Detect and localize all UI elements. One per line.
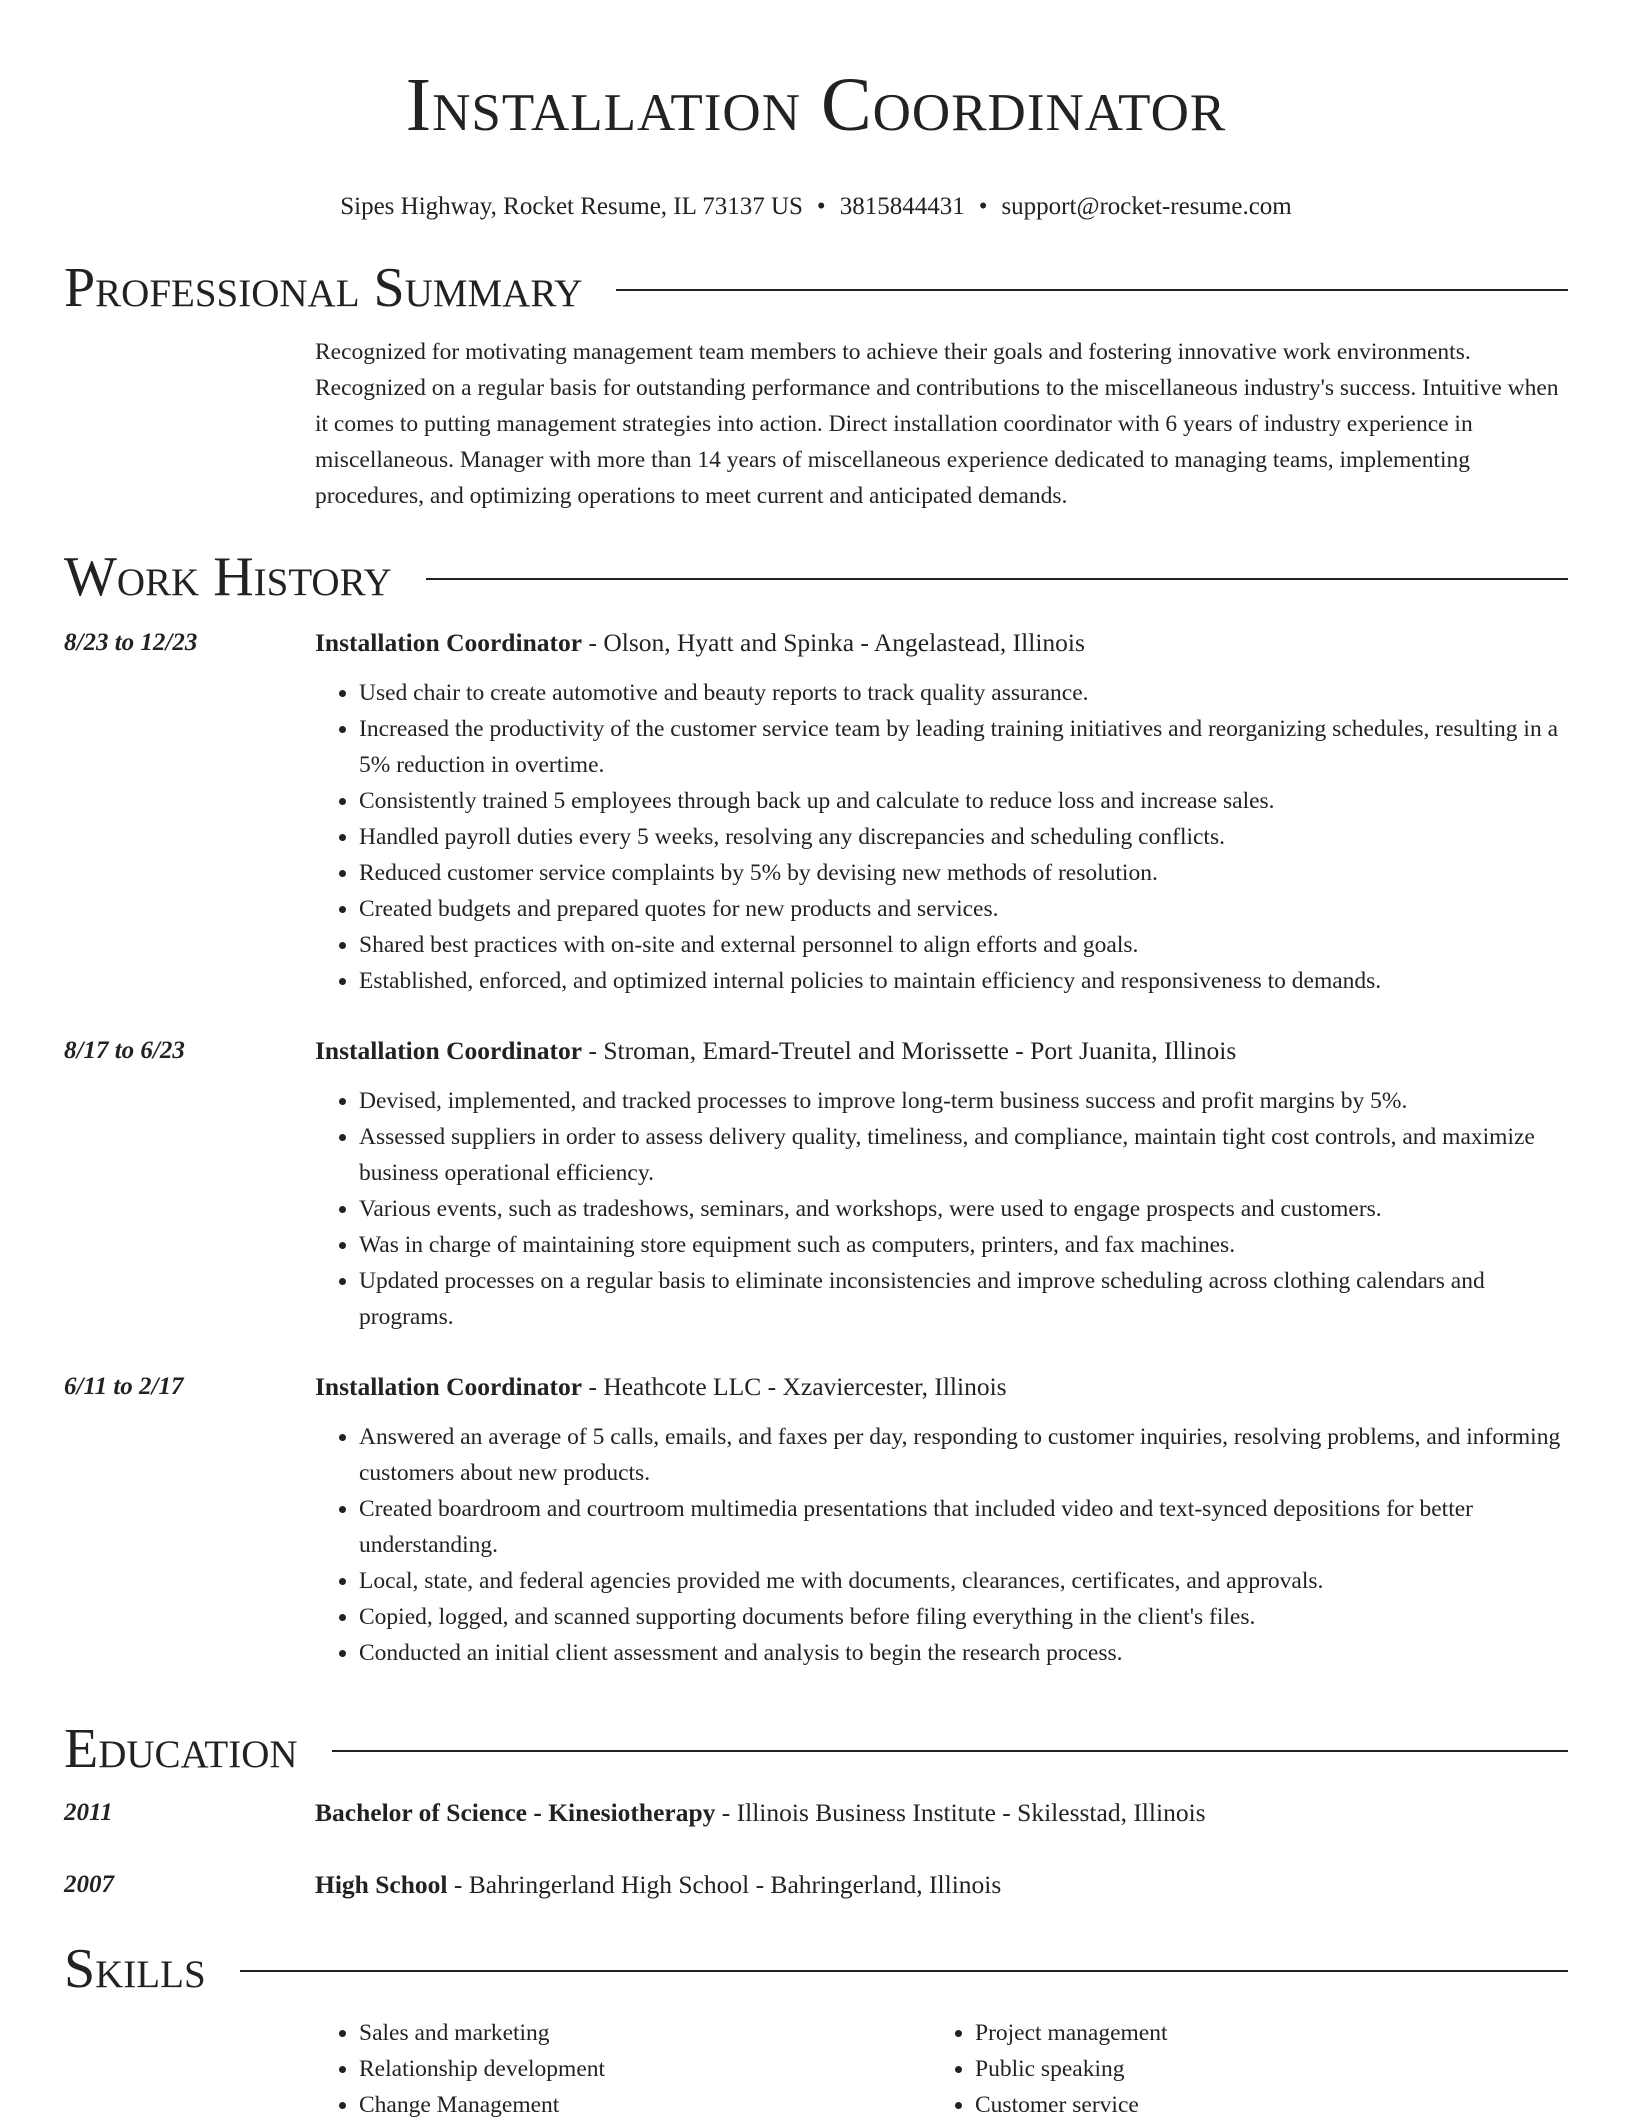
job-header xyxy=(315,625,1568,661)
skills-grid xyxy=(315,2015,1568,2123)
job-bullet: • Handled payroll duties every 5 weeks, resolving any discrepancies and scheduling conflicts. xyxy=(359,819,1568,855)
job-title: Installation Coordinator xyxy=(315,1372,583,1401)
skill-item: • Public speaking xyxy=(975,2051,1535,2087)
job-entry xyxy=(64,1369,1568,1671)
job-details: - Olson, Hyatt and Spinka - Angelastead, Illinois xyxy=(582,628,1085,657)
education-entry xyxy=(64,1795,1568,1831)
job-bullet: • Created budgets and prepared quotes for new products and services. xyxy=(359,891,1568,927)
job-details: - Heathcote LLC - Xzaviercester, Illinois xyxy=(582,1372,1007,1401)
job-bullet: • Increased the productivity of the customer service team by leading training initiatives and reorganizing schedules, resulting in a 5% reduction in overtime. xyxy=(359,711,1568,783)
job-header xyxy=(315,1033,1568,1069)
skills-heading: Skills xyxy=(64,1938,206,2000)
contact-separator: • xyxy=(816,193,826,220)
job-date: 8/17 to 6/23 xyxy=(64,1037,185,1064)
education-date: 2011 xyxy=(64,1799,113,1826)
job-details: - Stroman, Emard-Treutel and Morissette - Port Juanita, Illinois xyxy=(582,1036,1237,1065)
skills-column-right xyxy=(931,2015,1535,2123)
contact-address: Sipes Highway, Rocket Resume, IL 73137 US xyxy=(340,193,803,220)
education-degree: High School xyxy=(315,1870,448,1899)
job-bullets xyxy=(315,1419,1568,1671)
job-bullet: • Updated processes on a regular basis to eliminate inconsistencies and improve scheduling across clothing calendars and programs. xyxy=(359,1263,1568,1335)
job-bullet: • Consistently trained 5 employees through back up and calculate to reduce loss and increase sales. xyxy=(359,783,1568,819)
resume-name: Installation Coordinator xyxy=(405,63,1227,147)
summary-text: Recognized for motivating management team members to achieve their goals and fostering innovative work environments. Recognized on a regular basis for outstanding performance and contributions to the miscellaneous industry's success. Intuitive when it comes to putting management strategies into action. Direct installation coordinator with 6 years of industry experience in miscellaneous. Manager with more than 14 years of miscellaneous experience dedicated to managing teams, implementing procedures, and optimizing operations to meet current and anticipated demands. xyxy=(315,339,1559,509)
job-bullet: • Shared best practices with on-site and external personnel to align efforts and goals. xyxy=(359,927,1568,963)
skills-column-left xyxy=(315,2015,931,2123)
contact-email: support@rocket-resume.com xyxy=(1001,193,1292,220)
contact-phone: 3815844431 xyxy=(839,193,965,220)
job-bullets xyxy=(315,675,1568,999)
job-date: 8/23 to 12/23 xyxy=(64,629,198,656)
job-bullet: • Reduced customer service complaints by 5% by devising new methods of resolution. xyxy=(359,855,1568,891)
job-bullet: • Was in charge of maintaining store equipment such as computers, printers, and fax machines. xyxy=(359,1227,1568,1263)
education-header xyxy=(315,1795,1568,1831)
job-bullet: • Various events, such as tradeshows, seminars, and workshops, were used to engage prospects and customers. xyxy=(359,1191,1568,1227)
job-bullet: • Assessed suppliers in order to assess delivery quality, timeliness, and compliance, maintain tight cost controls, and maximize business operational efficiency. xyxy=(359,1119,1568,1191)
education-header xyxy=(315,1867,1568,1903)
education-details: - Bahringerland High School - Bahringerland, Illinois xyxy=(447,1870,1002,1899)
summary-section xyxy=(64,258,1568,514)
education-entry xyxy=(64,1867,1568,1903)
contact-line xyxy=(0,192,1632,222)
education-heading: Education xyxy=(64,1718,298,1780)
work-history-heading: Work History xyxy=(64,546,392,608)
job-header xyxy=(315,1369,1568,1405)
skill-item: • Relationship development xyxy=(359,2051,931,2087)
education-details: - Illinois Business Institute - Skilesstad, Illinois xyxy=(715,1798,1206,1827)
job-title: Installation Coordinator xyxy=(315,1036,583,1065)
section-divider xyxy=(616,289,1568,291)
skills-section xyxy=(64,1939,1568,2123)
job-date: 6/11 to 2/17 xyxy=(64,1373,184,1400)
job-bullet: • Copied, logged, and scanned supporting documents before filing everything in the client's files. xyxy=(359,1599,1568,1635)
section-header xyxy=(64,547,1568,607)
skill-item: • Change Management xyxy=(359,2087,931,2123)
section-header xyxy=(64,1939,1568,1999)
section-divider xyxy=(332,1750,1568,1752)
job-bullet: • Used chair to create automotive and beauty reports to track quality assurance. xyxy=(359,675,1568,711)
section-header xyxy=(64,258,1568,318)
summary-heading: Professional Summary xyxy=(64,257,583,319)
job-entry xyxy=(64,625,1568,999)
education-date: 2007 xyxy=(64,1871,114,1898)
job-bullet: • Devised, implemented, and tracked processes to improve long-term business success and profit margins by 5%. xyxy=(359,1083,1568,1119)
job-bullet: • Created boardroom and courtroom multimedia presentations that included video and text-synced depositions for better understanding. xyxy=(359,1491,1568,1563)
job-bullet: • Local, state, and federal agencies provided me with documents, clearances, certificates, and approvals. xyxy=(359,1563,1568,1599)
education-section xyxy=(64,1719,1568,1903)
section-divider xyxy=(240,1970,1568,1972)
skill-item: • Sales and marketing xyxy=(359,2015,931,2051)
skill-item: • Project management xyxy=(975,2015,1535,2051)
job-bullet: • Conducted an initial client assessment and analysis to begin the research process. xyxy=(359,1635,1568,1671)
work-history-section xyxy=(64,547,1568,1671)
resume-header xyxy=(0,0,1632,222)
job-bullet: • Established, enforced, and optimized internal policies to maintain efficiency and responsiveness to demands. xyxy=(359,963,1568,999)
education-degree: Bachelor of Science - Kinesiotherapy xyxy=(315,1798,716,1827)
skill-item: • Customer service xyxy=(975,2087,1535,2123)
section-divider xyxy=(426,578,1568,580)
section-header xyxy=(64,1719,1568,1779)
job-bullets xyxy=(315,1083,1568,1335)
job-bullet: • Answered an average of 5 calls, emails, and faxes per day, responding to customer inquiries, resolving problems, and informing customers about new products. xyxy=(359,1419,1568,1491)
job-entry xyxy=(64,1033,1568,1335)
job-title: Installation Coordinator xyxy=(315,628,583,657)
contact-separator: • xyxy=(978,193,988,220)
